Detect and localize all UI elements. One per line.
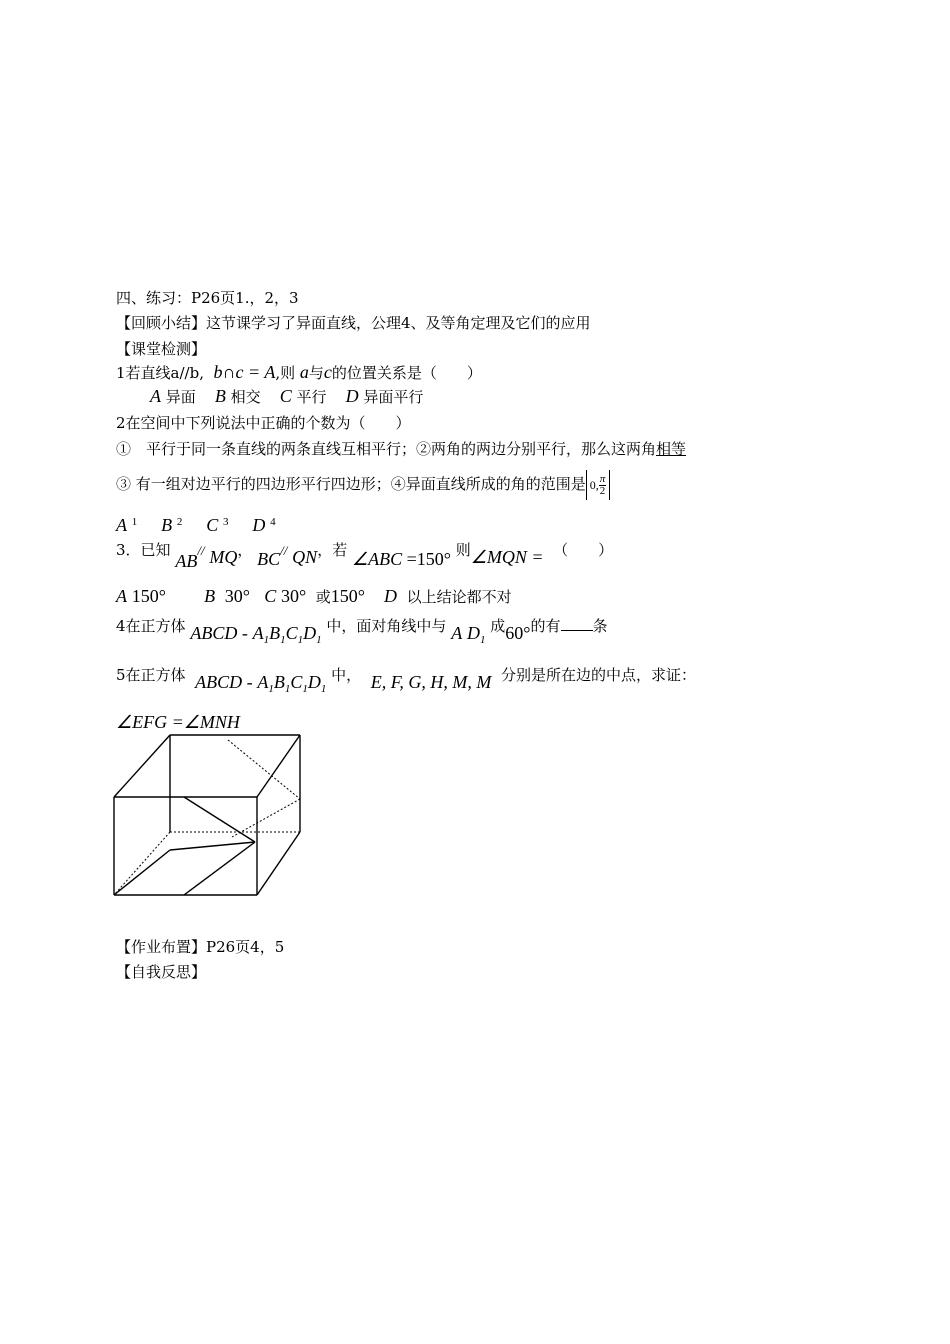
- q5-equation: ∠EFG =∠MNH: [116, 712, 240, 732]
- practice-line: 四、练习：P26页1.，2，3: [116, 289, 299, 307]
- angle-range: 0, $\frac{\pi}{2}$: [586, 470, 611, 500]
- hidden-edge: [114, 832, 170, 895]
- answer-blank: [561, 616, 593, 631]
- q4-stem: 4在正方体 ABCD - $A_1B_1C_1D_1$ 中，面对角线中与 A $D_1$ 成60°的有 条: [116, 617, 608, 646]
- hidden-segment: [232, 799, 300, 837]
- segment-ef: [184, 797, 255, 842]
- q2-statement-3-4: ③ 有一组对边平行的四边形平行四边形；④异面直线所成的角的范围是 0, $\frac{\pi}{2}$: [116, 470, 610, 500]
- cube-edge: [257, 735, 300, 797]
- q2-stem: 2在空间中下列说法中正确的个数为（ ）: [116, 414, 411, 432]
- cube-diagram: [112, 732, 312, 902]
- q3-options: A 150° B 30° C 30° 或150° D 以上结论都不对: [116, 586, 512, 606]
- segment-fg: [184, 842, 255, 895]
- segment-mn: [114, 850, 170, 895]
- q1-stem: 1若直线a//b, b∩c = A,则 a与c的位置关系是（ ）: [116, 362, 482, 382]
- homework: 【作业布置】P26页4，5: [116, 938, 285, 956]
- cube-edge: [257, 832, 300, 895]
- q2-statement-1-2: ① 平行于同一条直线的两条直线互相平行；②两角的两边分别平行，那么这两角相等: [116, 440, 687, 458]
- cube-edge: [114, 735, 170, 797]
- q1-expression: b∩c = A: [213, 362, 276, 382]
- q3-stem: 3．已知 AB// MQ， BC// QN，若 ∠ABC =150° 则∠MQN = （ ）: [116, 541, 614, 571]
- self-reflection: 【自我反思】: [116, 963, 207, 981]
- segment-nh: [170, 842, 255, 850]
- class-check-heading: 【课堂检测】: [116, 340, 207, 358]
- hidden-segment: [228, 740, 300, 799]
- q2-options: A $^1$ B $^2$ C $^3$ D $^4$: [116, 515, 276, 535]
- q5-stem: 5在正方体 ABCD - $A_1B_1C_1D_1$ 中， E, F, G, H, M, M 分别是所在边的中点，求证：: [116, 666, 696, 695]
- q1-options: A 异面 B 相交 C 平行 D 异面平行: [150, 386, 424, 406]
- review-summary: 【回顾小结】这节课学习了异面直线，公理4、及等角定理及它们的应用: [116, 314, 591, 332]
